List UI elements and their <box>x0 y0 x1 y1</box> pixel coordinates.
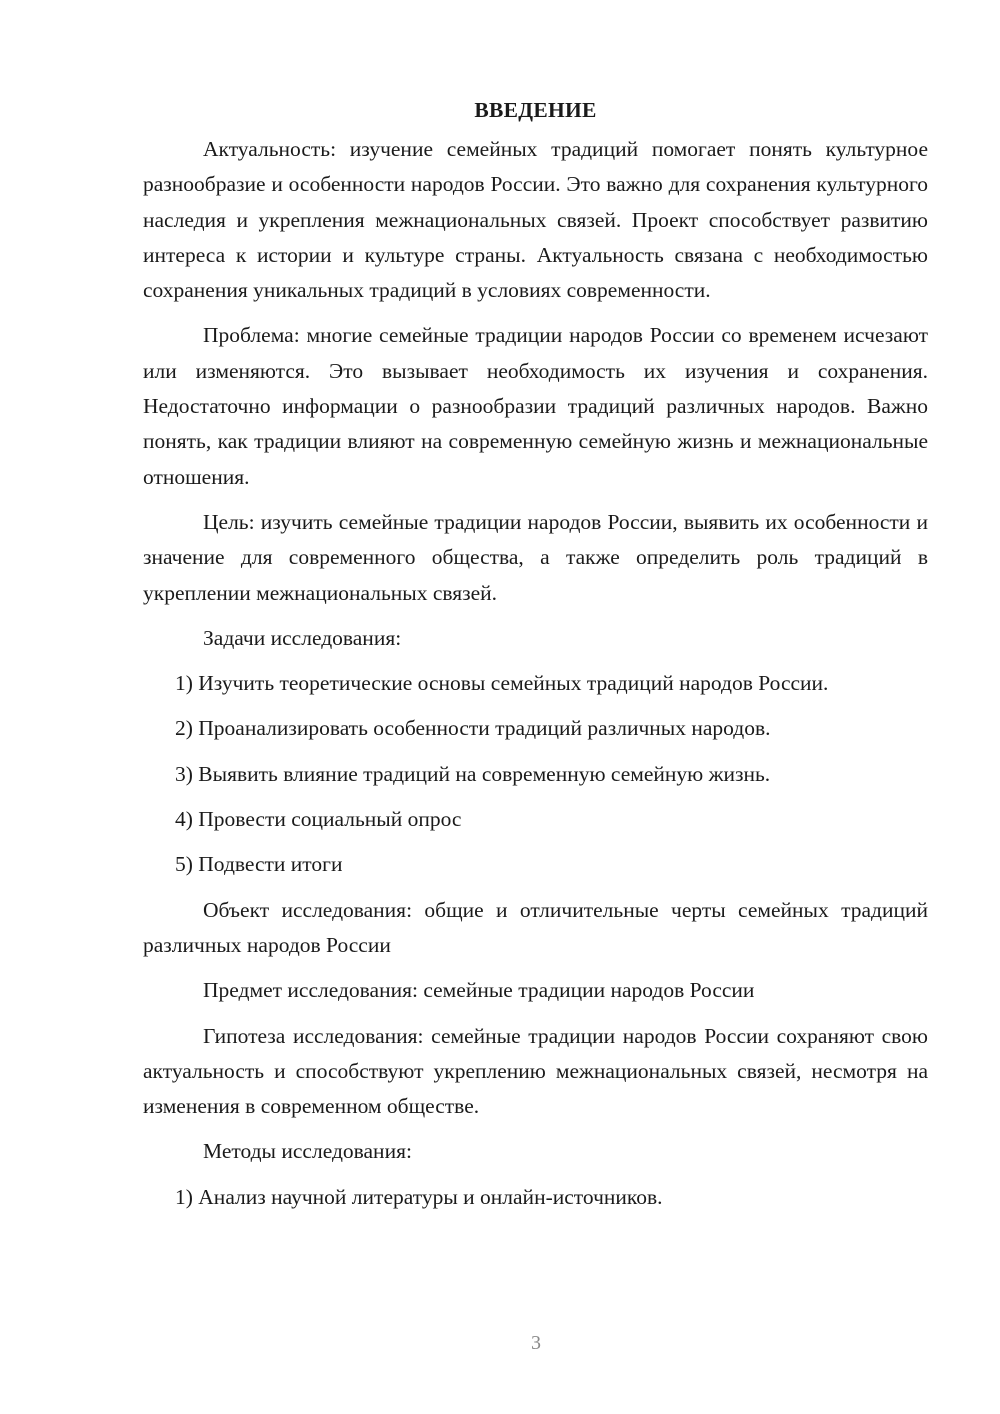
object-paragraph: Объект исследования: общие и отличительные черты семейных традиций различных народов России <box>143 897 928 957</box>
task-item: 1) Изучить теоретические основы семейных традиций народов России. <box>175 671 829 696</box>
section-heading: ВВЕДЕНИЕ <box>474 98 597 122</box>
problem-paragraph: Проблема: многие семейные традиции народов России со временем исчезают или изменяются. Это вызывает необходимость их изучения и сохранения. Недостаточно информации о разнообразии традиций различных народов. Важно понять, как традиции влияют на современную семейную жизнь и межнациональные отношения. <box>143 323 928 489</box>
page-number: 3 <box>531 1332 541 1354</box>
methods-heading: Методы исследования: <box>203 1139 412 1164</box>
task-item: 3) Выявить влияние традиций на современную семейную жизнь. <box>175 761 771 786</box>
page-body <box>143 92 928 1225</box>
task-item: 2) Проанализировать особенности традиций различных народов. <box>175 716 771 741</box>
task-item: 5) Подвести итоги <box>175 852 343 877</box>
relevance-paragraph: Актуальность: изучение семейных традиций помогает понять культурное разнообразие и особенности народов России. Это важно для сохранения культурного наследия и укрепления межнациональных связей. Проект способствует развитию интереса к истории и культуре страны. Актуальность связана с необходимостью сохранения уникальных традиций в условиях современности. <box>143 137 928 303</box>
goal-paragraph: Цель: изучить семейные традиции народов России, выявить их особенности и значение для современного общества, а также определить роль традиций в укреплении межнациональных связей. <box>143 509 928 605</box>
tasks-list <box>143 666 928 882</box>
hypothesis-paragraph: Гипотеза исследования: семейные традиции народов России сохраняют свою актуальность и способствуют укреплению межнациональных связей, несмотря на изменения в современном обществе. <box>143 1023 928 1119</box>
tasks-heading: Задачи исследования: <box>203 625 402 650</box>
methods-list <box>143 1180 928 1215</box>
subject-paragraph: Предмет исследования: семейные традиции народов России <box>203 978 755 1003</box>
task-item: 4) Провести социальный опрос <box>175 807 462 832</box>
method-item: 1) Анализ научной литературы и онлайн-источников. <box>175 1184 663 1209</box>
